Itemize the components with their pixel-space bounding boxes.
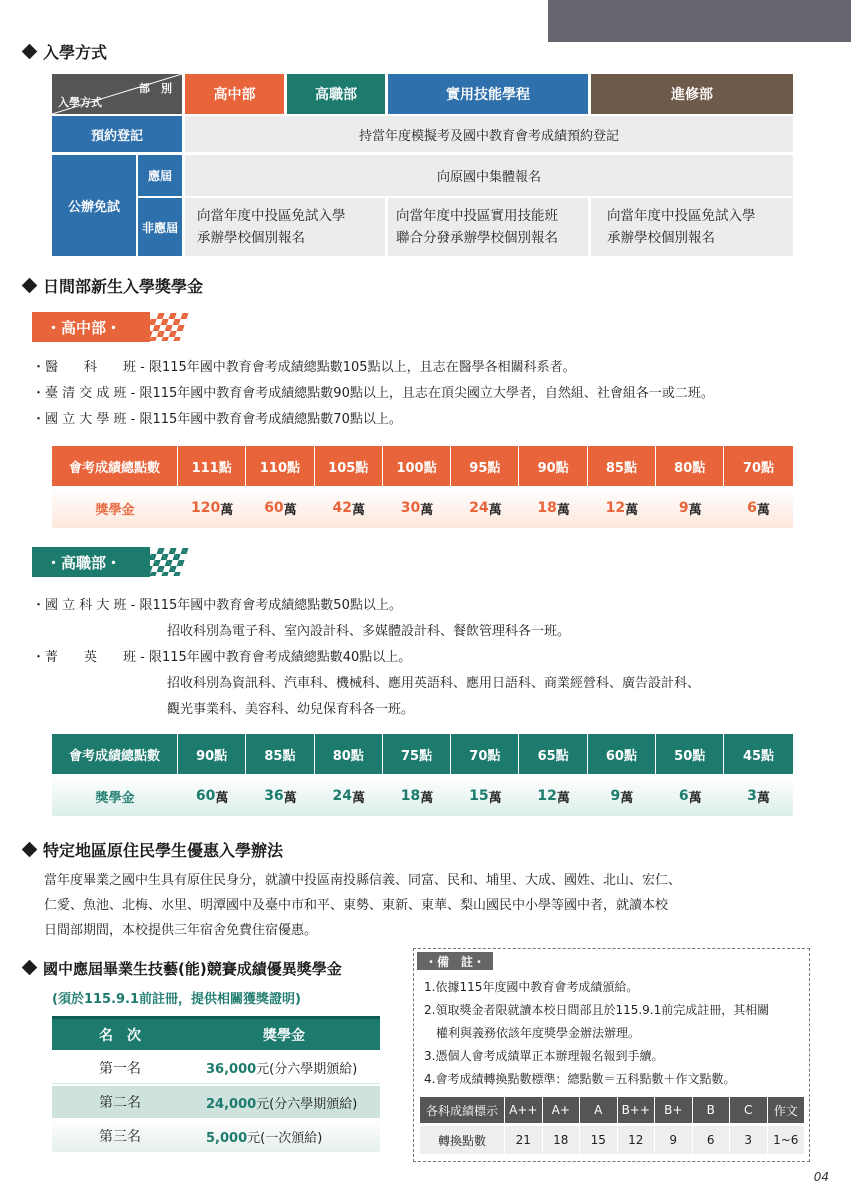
points-cell: 95點 — [451, 446, 519, 486]
section-title-indigenous — [20, 838, 283, 861]
section-title-text: 國中應屆畢業生技藝(能)競賽成績優異獎學金 — [43, 960, 342, 978]
award-cell — [451, 776, 519, 816]
points-header-label: 會考成績總點數 — [52, 446, 178, 486]
points-cell: 60點 — [588, 734, 656, 774]
points-cell: 70點 — [451, 734, 519, 774]
diamond-bullet-icon — [22, 278, 38, 294]
vs-class-line: 招收科別為資訊科、汽車科、機械科、應用英語科、應用日語科、商業經營科、廣告設計科、 — [167, 676, 701, 691]
award-unit: 萬 — [283, 502, 297, 518]
award-amount: 6 — [747, 500, 757, 516]
grade-cell: A+ — [542, 1097, 580, 1123]
text-line: 日間部期間，本校提供三年宿舍免費住宿優惠。 — [44, 923, 318, 938]
amount-cell: 24,000 — [206, 1096, 257, 1112]
text-line: 承辦學校個別報名 — [607, 230, 715, 246]
hs-award-row — [52, 488, 793, 528]
text-line: 向當年度中投區免試入學 — [607, 208, 756, 224]
amount-note: 元(分六學期頒給) — [256, 1096, 358, 1112]
award-unit: 萬 — [625, 502, 639, 518]
award-amount: 9 — [678, 500, 689, 516]
competition-subtitle: (須於115.9.1前註冊，提供相關獲獎證明) — [52, 992, 301, 1007]
checker-flag-icon — [143, 313, 188, 341]
tag-vocational: ・高職部・ — [32, 547, 150, 577]
grade-points-cell: 21 — [504, 1126, 542, 1154]
points-cell: 90點 — [178, 734, 246, 774]
vs-award-row — [52, 776, 793, 816]
hs-class-line: ・醫 科 班 - 限115年國中教育會考成績總點數105點以上，且志在醫學各相關科系者。 — [32, 360, 576, 375]
award-amount: 42 — [332, 500, 352, 516]
award-amount: 24 — [332, 788, 352, 804]
award-unit: 萬 — [488, 790, 502, 806]
section-title-text: 日間部新生入學獎學金 — [43, 277, 204, 296]
points-cell: 100點 — [383, 446, 451, 486]
points-cell: 111點 — [178, 446, 246, 486]
rank-cell: 第一名 — [99, 1060, 141, 1077]
award-cell — [178, 488, 246, 528]
amount-cell: 36,000 — [206, 1062, 257, 1077]
grade-points-cell: 9 — [654, 1126, 692, 1154]
award-cell — [724, 488, 792, 528]
points-cell: 80點 — [656, 446, 724, 486]
page-number: 04 — [813, 1170, 829, 1184]
award-amount: 6 — [678, 788, 689, 804]
award-amount: 18 — [400, 788, 421, 804]
award-unit: 萬 — [688, 502, 702, 518]
points-cell: 85點 — [246, 734, 314, 774]
award-unit: 萬 — [688, 790, 702, 806]
grade-points-cell: 12 — [617, 1126, 655, 1154]
row-text-noncurrent-2 — [388, 198, 588, 256]
award-cell — [246, 488, 314, 528]
col-header-vs: 高職部 — [287, 74, 385, 114]
award-unit: 萬 — [756, 790, 770, 806]
grade-points-row — [420, 1126, 804, 1154]
vs-class-line: ・國 立 科 大 班 - 限115年國中教育會考成績總點數50點以上。 — [32, 598, 402, 613]
award-amount: 3 — [747, 788, 757, 804]
row-label-noncurrent: 非應屆 — [138, 198, 182, 256]
col-header-practical: 實用技能學程 — [388, 74, 588, 114]
notes-tag: ・備 註・ — [417, 952, 493, 970]
grade-points-label: 轉換點數 — [437, 1133, 486, 1148]
grade-cell: 作文 — [767, 1097, 805, 1123]
table-corner-cell — [52, 74, 182, 114]
grade-label: 各科成績標示 — [425, 1103, 498, 1118]
grade-cell: B+ — [654, 1097, 692, 1123]
section-title-scholarship — [20, 274, 203, 297]
grade-points-cell: 15 — [579, 1126, 617, 1154]
award-cell — [724, 776, 792, 816]
col-header-hs: 高中部 — [185, 74, 284, 114]
indigenous-paragraph — [44, 868, 681, 943]
hs-class-line: ・國 立 大 學 班 - 限115年國中教育會考成績總點數70點以上。 — [32, 412, 402, 427]
vs-class-line: ・菁 英 班 - 限115年國中教育會考成績總點數40點以上。 — [32, 650, 412, 665]
points-cell: 105點 — [315, 446, 383, 486]
vs-points-row — [52, 734, 793, 774]
award-amount: 60 — [195, 788, 216, 804]
grade-points-cell: 3 — [729, 1126, 767, 1154]
award-cell — [451, 488, 519, 528]
corner-top-label: 部 別 — [139, 82, 172, 95]
row-label-current: 應屆 — [138, 155, 182, 196]
hs-points-row — [52, 446, 793, 486]
row-label-reservation: 預約登記 — [52, 116, 182, 152]
award-cell — [588, 488, 656, 528]
award-amount: 9 — [610, 788, 621, 804]
grade-cell: A — [579, 1097, 617, 1123]
diamond-bullet-icon — [22, 960, 38, 976]
award-cell — [656, 776, 724, 816]
points-cell: 50點 — [656, 734, 724, 774]
award-cell — [178, 776, 246, 816]
competition-header-row — [52, 1016, 380, 1050]
tag-high-school: ・高中部・ — [32, 312, 150, 342]
award-amount: 60 — [264, 500, 284, 516]
grade-cell: B++ — [617, 1097, 655, 1123]
section-title-competition — [20, 958, 342, 979]
award-unit: 萬 — [420, 502, 434, 518]
row-text-noncurrent-3 — [591, 198, 793, 256]
grade-cell: A++ — [504, 1097, 542, 1123]
competition-row — [52, 1086, 380, 1118]
row-text-current: 向原國中集體報名 — [185, 155, 793, 196]
award-cell — [246, 776, 314, 816]
grade-points-cell: 1~6 — [767, 1126, 805, 1154]
text-line: 聯合分發承辦學校個別報名 — [396, 230, 558, 246]
points-cell: 70點 — [742, 460, 775, 476]
header-corner-bar — [548, 0, 851, 42]
award-label: 獎學金 — [95, 790, 135, 806]
text-line: 承辦學校個別報名 — [197, 230, 305, 246]
grade-cell: C — [729, 1097, 767, 1123]
text-line: 仁愛、魚池、北梅、水里、明潭國中及臺中市和平、東勢、東新、東華、梨山國民中小學等國中者，就讀本校 — [44, 898, 669, 913]
award-unit: 萬 — [620, 790, 634, 806]
award-unit: 萬 — [756, 502, 770, 518]
award-unit: 萬 — [556, 502, 570, 518]
points-cell: 110點 — [246, 446, 314, 486]
award-cell — [656, 488, 724, 528]
vs-class-line: 觀光事業科、美容科、幼兒保育科各一班。 — [167, 702, 415, 717]
award-amount: 120 — [191, 500, 221, 516]
grade-points-cell: 18 — [542, 1126, 580, 1154]
award-cell — [519, 488, 587, 528]
amount-cell: 5,000 — [206, 1130, 248, 1146]
section-title-text: 特定地區原住民學生優惠入學辦法 — [43, 841, 284, 860]
award-amount: 12 — [605, 500, 626, 516]
text-line: 向當年度中投區免試入學 — [197, 208, 346, 224]
points-cell: 45點 — [742, 748, 775, 764]
hs-class-line: ・臺 清 交 成 班 - 限115年國中教育會考成績總點數90點以上，且志在頂尖國立大學者，自然組、社會組各一或二班。 — [32, 386, 714, 401]
award-unit: 萬 — [283, 790, 297, 806]
diamond-bullet-icon — [22, 842, 38, 858]
award-unit: 萬 — [351, 790, 365, 806]
award-cell — [588, 776, 656, 816]
award-cell — [383, 488, 451, 528]
amount-note: 元(一次頒給) — [247, 1130, 323, 1146]
header-rank: 名 次 — [99, 1027, 141, 1044]
points-cell: 65點 — [519, 734, 587, 774]
award-unit: 萬 — [556, 790, 570, 806]
corner-bottom-label: 入學方式 — [58, 96, 102, 109]
rank-cell: 第二名 — [99, 1095, 141, 1111]
vs-class-line: 招收科別為電子科、室內設計科、多媒體設計科、餐飲管理科各一班。 — [167, 624, 571, 639]
section-title-admission — [20, 40, 107, 63]
rank-cell: 第三名 — [99, 1129, 141, 1145]
award-unit: 萬 — [420, 790, 434, 806]
header-award: 獎學金 — [263, 1027, 305, 1044]
diamond-bullet-icon — [22, 44, 38, 60]
award-cell — [315, 776, 383, 816]
points-cell: 85點 — [588, 446, 656, 486]
award-unit: 萬 — [488, 502, 502, 518]
competition-row — [52, 1120, 380, 1152]
award-cell — [519, 776, 587, 816]
text-line: 當年度畢業之國中生具有原住民身分，就讀中投區南投縣信義、同富、民和、埔里、大成、國姓、北山、宏仁、 — [44, 873, 682, 888]
points-cell: 75點 — [383, 734, 451, 774]
note-line: 4.會考成績轉換點數標準：總點數＝五科點數＋作文點數。 — [424, 1072, 736, 1086]
award-unit: 萬 — [351, 502, 365, 518]
grade-cell: B — [692, 1097, 730, 1123]
award-amount: 36 — [264, 788, 284, 804]
points-header-label: 會考成績總點數 — [52, 734, 178, 774]
grade-row — [420, 1097, 804, 1123]
amount-note: 元(分六學期頒給) — [256, 1062, 358, 1077]
award-unit: 萬 — [220, 502, 234, 518]
award-cell — [315, 488, 383, 528]
row-text-reservation: 持當年度模擬考及國中教育會考成績預約登記 — [185, 116, 793, 152]
note-line: 1.依據115年度國中教育會考成績頒給。 — [424, 980, 639, 994]
note-line: 權利與義務依該年度獎學金辦法辦理。 — [436, 1026, 641, 1040]
award-unit: 萬 — [215, 790, 229, 806]
points-cell: 80點 — [315, 734, 383, 774]
award-amount: 12 — [537, 788, 557, 804]
checker-flag-icon — [143, 548, 188, 576]
award-label: 獎學金 — [95, 502, 135, 518]
points-cell: 90點 — [519, 446, 587, 486]
row-text-noncurrent-1 — [185, 198, 385, 256]
grade-points-cell: 6 — [692, 1126, 730, 1154]
competition-row — [52, 1052, 380, 1084]
note-line: 3.憑個人會考成績單正本辦理報名報到手續。 — [424, 1049, 664, 1063]
note-line: 2.領取獎金者限就讀本校日間部且於115.9.1前完成註冊，其相關 — [424, 1003, 770, 1017]
col-header-continuing: 進修部 — [591, 74, 793, 114]
award-amount: 18 — [537, 500, 557, 516]
award-amount: 15 — [469, 788, 489, 804]
text-line: 向當年度中投區實用技能班 — [396, 208, 558, 224]
award-cell — [383, 776, 451, 816]
award-amount: 30 — [400, 500, 421, 516]
award-amount: 24 — [469, 500, 489, 516]
section-title-text: 入學方式 — [43, 43, 108, 62]
row-label-public: 公辦免試 — [52, 155, 136, 256]
